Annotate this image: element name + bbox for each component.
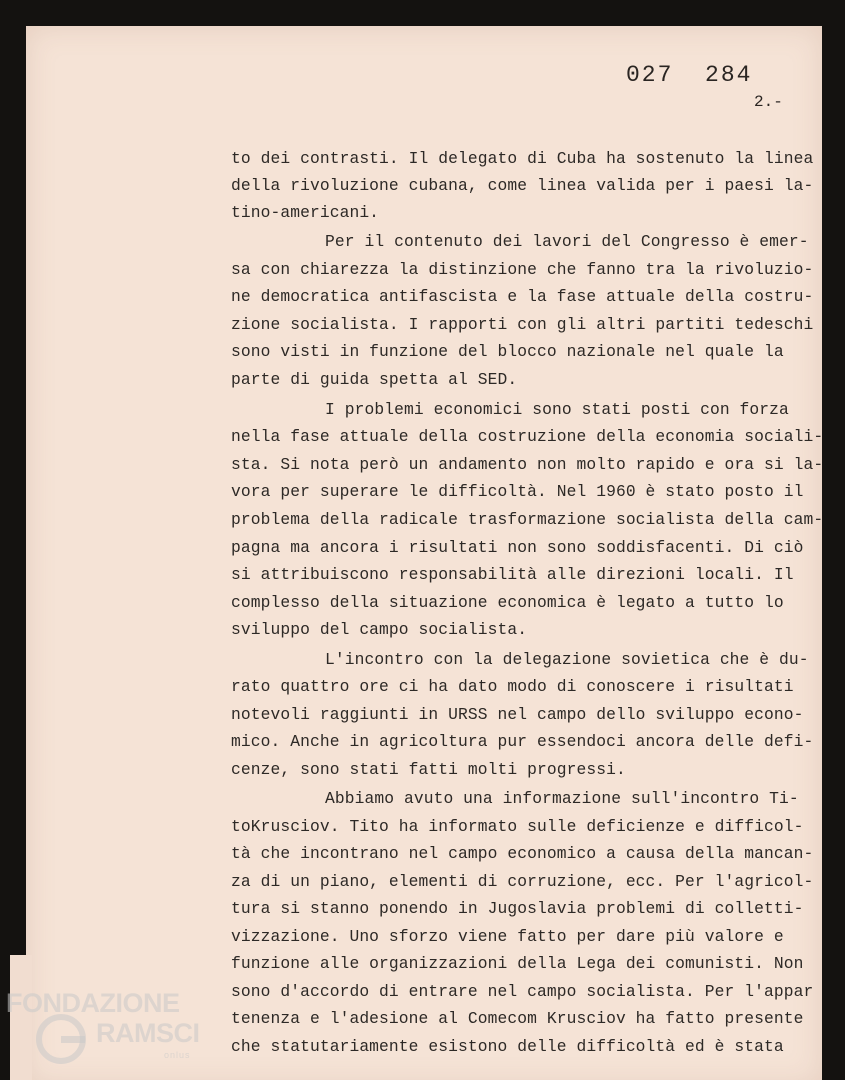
text-line: vora per superare le difficoltà. Nel 1960 è stato posto il: [231, 482, 804, 501]
text-line: Abbiamo avuto una informazione sull'incontro Ti-: [325, 789, 799, 808]
text-line: pagna ma ancora i risultati non sono soddisfacenti. Di ciò: [231, 538, 804, 557]
text-line: tà che incontrano nel campo economico a causa della mancan-: [231, 844, 814, 863]
text-line: sa con chiarezza la distinzione che fanno tra la rivoluzio-: [231, 260, 814, 279]
text-line: problema della radicale trasformazione socialista della cam-: [231, 510, 824, 529]
document-page: [26, 26, 822, 1080]
text-line: parte di guida spetta al SED.: [231, 370, 518, 389]
watermark-logo: [4, 988, 214, 1068]
text-line: nella fase attuale della costruzione della economia sociali-: [231, 427, 824, 446]
text-line: che statutariamente esistono delle difficoltà ed è stata: [231, 1037, 784, 1056]
text-line: rato quattro ore ci ha dato modo di conoscere i risultati: [231, 677, 794, 696]
text-line: I problemi economici sono stati posti con forza: [325, 400, 789, 419]
text-line: tino-americani.: [231, 203, 380, 222]
text-line: cenze, sono stati fatti molti progressi.: [231, 760, 626, 779]
text-line: toKrusciov. Tito ha informato sulle deficienze e difficol-: [231, 817, 804, 836]
text-line: notevoli raggiunti in URSS nel campo dello sviluppo econo-: [231, 705, 804, 724]
watermark-small: onlus: [164, 1050, 191, 1060]
text-line: tura si stanno ponendo in Jugoslavia problemi di colletti-: [231, 899, 804, 918]
text-line: L'incontro con la delegazione sovietica che è du-: [325, 650, 809, 669]
text-line: Per il contenuto dei lavori del Congresso è emer-: [325, 232, 809, 251]
text-line: za di un piano, elementi di corruzione, ecc. Per l'agricol-: [231, 872, 814, 891]
text-line: sono d'accordo di entrare nel campo socialista. Per l'appar: [231, 982, 814, 1001]
watermark-line2: RAMSCI: [96, 1018, 200, 1048]
text-line: ne democratica antifascista e la fase attuale della costru-: [231, 287, 814, 306]
text-line: sta. Si nota però un andamento non molto rapido e ora si la-: [231, 455, 824, 474]
text-line: zione socialista. I rapporti con gli altri partiti tedeschi: [231, 315, 814, 334]
page-number: 2.-: [754, 93, 783, 111]
text-line: complesso della situazione economica è legato a tutto lo: [231, 593, 784, 612]
text-line: to dei contrasti. Il delegato di Cuba ha sostenuto la linea: [231, 149, 814, 168]
g-logo-icon: [34, 1012, 88, 1066]
text-line: vizzazione. Uno sforzo viene fatto per dare più valore e: [231, 927, 784, 946]
text-line: mico. Anche in agricoltura pur essendoci ancora delle defi-: [231, 732, 814, 751]
document-number: 027 284: [626, 62, 753, 88]
text-line: tenenza e l'adesione al Comecom Krusciov ha fatto presente: [231, 1009, 804, 1028]
text-line: sviluppo del campo socialista.: [231, 620, 528, 639]
text-line: della rivoluzione cubana, come linea valida per i paesi la-: [231, 176, 814, 195]
text-line: sono visti in funzione del blocco nazionale nel quale la: [231, 342, 784, 361]
watermark-line1: FONDAZIONE: [6, 988, 180, 1018]
text-line: funzione alle organizzazioni della Lega dei comunisti. Non: [231, 954, 804, 973]
text-line: si attribuiscono responsabilità alle direzioni locali. Il: [231, 565, 794, 584]
